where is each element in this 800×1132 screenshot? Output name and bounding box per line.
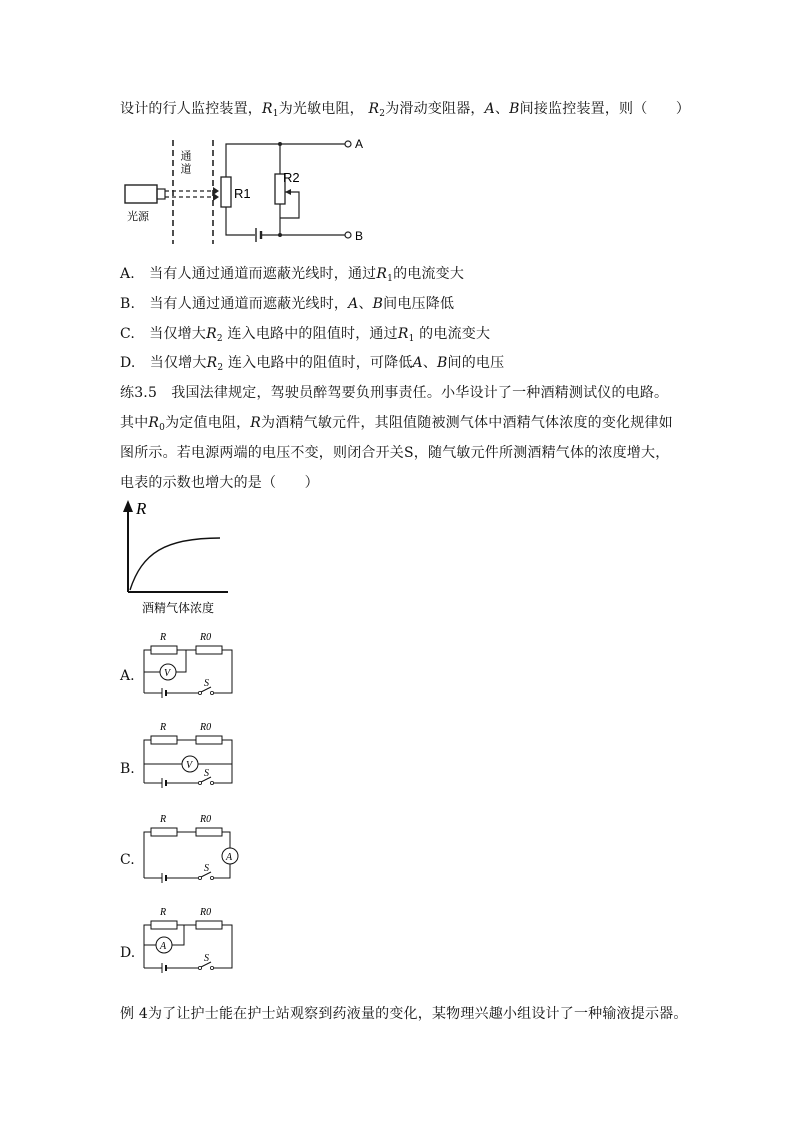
circuit-option-a xyxy=(140,630,240,700)
r2-subscript: 2 xyxy=(379,109,386,119)
switch-label: S xyxy=(204,953,209,964)
r1-label: R1 xyxy=(234,186,251,201)
circuit-option-c xyxy=(140,812,245,887)
q2-line-2 xyxy=(120,412,673,433)
switch-label: S xyxy=(204,863,209,874)
r-subscript: 1 xyxy=(387,274,394,284)
r-symbol: R xyxy=(206,355,218,371)
option-text: B. 当有人通过通道而遮蔽光线时， xyxy=(120,296,349,312)
r1-resistor xyxy=(221,177,231,207)
resistor-r xyxy=(151,646,177,654)
resistor-r0 xyxy=(196,828,222,836)
meter-label: A xyxy=(226,852,233,863)
terminal-b-label: B xyxy=(355,229,364,243)
option-text: 连入电路中的阻值时，通过 xyxy=(222,326,398,342)
resistor-r xyxy=(151,828,177,836)
r-symbol: R xyxy=(376,266,388,282)
circuit-option-b xyxy=(140,720,240,790)
circuit-option-d-label: D. xyxy=(120,945,136,961)
terminal-b-symbol: B xyxy=(437,355,448,371)
r-symbol: R xyxy=(250,415,262,431)
q1-stem-text: 为光敏电阻， xyxy=(278,101,364,117)
y-axis-arrow-icon xyxy=(123,500,133,512)
stem-text: 为酒精气敏元件，其阻值随被测气体中酒精气体浓度的变化规律如 xyxy=(261,415,673,431)
q2-line-1: 练3.5 我国法律规定，驾驶员醉驾要负刑事责任。小华设计了一种酒精测试仪的电路。 xyxy=(120,385,669,401)
r1-symbol: R xyxy=(262,101,273,117)
resistor-r0 xyxy=(196,921,222,929)
circuit-option-b-label: B. xyxy=(120,761,135,777)
r-subscript: 1 xyxy=(408,334,415,344)
graph-x-label: 酒精气体浓度 xyxy=(142,601,215,615)
resistance-curve xyxy=(130,538,220,590)
q3-line-1: 例 4为了让护士能在护士站观察到药液量的变化，某物理兴趣小组设计了一种输液提示器。 xyxy=(120,1006,688,1022)
meter-label: V xyxy=(186,760,193,771)
meter-label: V xyxy=(164,668,171,679)
r1-subscript: 1 xyxy=(272,109,279,119)
resistance-concentration-graph xyxy=(120,498,250,618)
terminal-a-symbol: A xyxy=(348,296,359,312)
resistor-r xyxy=(151,736,177,744)
stem-text: 其中 xyxy=(120,415,149,431)
r-label: R xyxy=(160,814,167,825)
r0-label: R0 xyxy=(200,722,212,733)
r-label: R xyxy=(160,632,167,643)
channel-label: 通道 xyxy=(179,150,191,176)
terminal-b-symbol: B xyxy=(372,296,384,312)
stem-text: 为定值电阻， xyxy=(165,415,251,431)
q1-circuit-figure xyxy=(115,132,375,247)
r2-symbol: R xyxy=(368,101,380,117)
q1-stem xyxy=(120,98,690,119)
switch-label: S xyxy=(204,768,209,779)
circuit-option-c-label: C. xyxy=(120,852,135,868)
terminal-a-symbol: A xyxy=(412,355,423,371)
r0-label: R0 xyxy=(200,814,212,825)
r0-subscript: 0 xyxy=(159,423,166,433)
q2-line-3: 图所示。若电源两端的电压不变，则闭合开关S，随气敏元件所测酒精气体的浓度增大， xyxy=(120,445,670,461)
r-subscript: 2 xyxy=(217,363,224,373)
q1-stem-text: 间接监控装置，则（ ） xyxy=(519,101,691,117)
q1-option-c xyxy=(120,323,490,344)
terminal-b-symbol: B xyxy=(509,101,520,117)
terminal-a-label: A xyxy=(355,137,364,151)
graph-y-label: R xyxy=(136,499,147,518)
r-label: R xyxy=(160,907,167,918)
meter-label: A xyxy=(160,941,167,952)
separator: 、 xyxy=(494,101,510,117)
q1-stem-text: 设计的行人监控装置， xyxy=(120,101,262,117)
r0-label: R0 xyxy=(200,907,212,918)
q1-option-a xyxy=(120,263,464,284)
option-text: 间电压降低 xyxy=(383,296,455,312)
r0-symbol: R xyxy=(148,415,160,431)
light-source-icon xyxy=(125,185,157,203)
q2-line-4: 电表的示数也增大的是（ ） xyxy=(120,475,319,491)
r0-label: R0 xyxy=(200,632,212,643)
circuit-option-d xyxy=(140,905,240,975)
option-text: D. 当仅增大 xyxy=(120,355,207,371)
q1-option-d xyxy=(120,352,504,373)
q1-option-b xyxy=(120,293,454,313)
option-text: 间的电压 xyxy=(447,355,505,371)
switch-label: S xyxy=(204,678,209,689)
r-symbol: R xyxy=(206,326,217,342)
r-symbol: R xyxy=(397,326,409,342)
terminal-a-symbol: A xyxy=(484,101,495,117)
resistor-r0 xyxy=(196,646,222,654)
circuit-option-a-label: A. xyxy=(120,668,135,684)
r2-label: R2 xyxy=(283,170,300,185)
r-label: R xyxy=(160,722,167,733)
separator: 、 xyxy=(358,296,373,312)
resistor-r0 xyxy=(196,736,222,744)
resistor-r xyxy=(151,921,177,929)
r-subscript: 2 xyxy=(216,334,223,344)
option-text: 的电流变大 xyxy=(393,266,465,282)
option-text: 的电流变大 xyxy=(414,326,491,342)
light-source-label: 光源 xyxy=(127,211,149,223)
separator: 、 xyxy=(422,355,438,371)
option-text: 连入电路中的阻值时，可降低 xyxy=(223,355,413,371)
q1-stem-text: 为滑动变阻器， xyxy=(385,101,485,117)
option-text: C. 当仅增大 xyxy=(120,326,207,342)
option-text: A. 当有人通过通道而遮蔽光线时，通过 xyxy=(120,266,377,282)
